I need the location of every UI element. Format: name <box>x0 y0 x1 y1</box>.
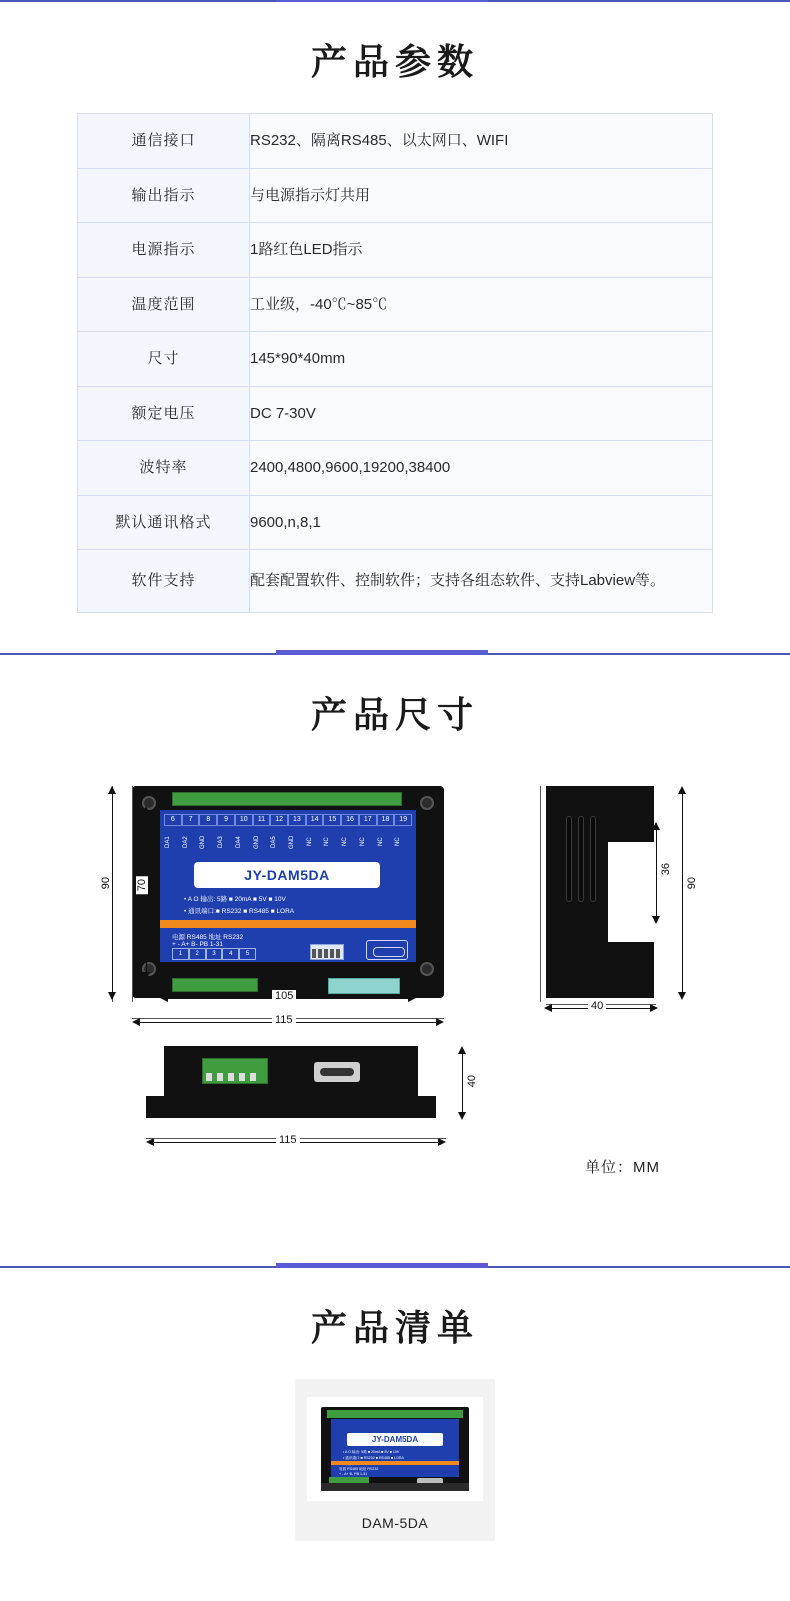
pin-label: GND <box>200 834 207 849</box>
table-row <box>78 168 713 223</box>
photo-connector-line2: + - A+ B- PB 1-31 <box>339 1472 368 1477</box>
screw-hole-icon <box>420 796 434 810</box>
photo-feature-line: • 通讯端口:■ RS232 ■ RS485 ■ LORA <box>343 1455 404 1460</box>
dimension-text: 105 <box>272 990 296 1002</box>
dimension-line-bottom-height <box>462 1050 463 1114</box>
arrow-icon <box>458 1112 466 1120</box>
spec-value: 145*90*40mm <box>250 332 713 387</box>
photo-terminal-top <box>327 1410 463 1418</box>
arrow-icon <box>438 1138 446 1146</box>
terminal-number: 1 <box>172 948 189 960</box>
pin-label: NC <box>306 837 313 846</box>
photo-connector-line: 电源 RS485 地址 RS232 <box>339 1466 379 1471</box>
photo-feature-line: • A O 输出: 5路 ■ 20mA ■ 5V ■ 10V <box>343 1449 400 1454</box>
terminal-number: 3 <box>206 948 223 960</box>
connector-label-line: 电源 RS485 地址 RS232 <box>172 933 244 941</box>
arrow-icon <box>652 822 660 830</box>
pin-label: DA4 <box>235 835 242 848</box>
divider-accent-bar <box>276 1263 488 1268</box>
ext-line <box>540 786 541 1002</box>
product-photo <box>307 1397 483 1501</box>
product-caption: DAM-5DA <box>361 1514 429 1531</box>
pin-number: 17 <box>359 814 377 826</box>
spec-table-wrapper <box>0 113 790 653</box>
pin-number: 13 <box>288 814 306 826</box>
vent-slot-icon <box>578 816 584 902</box>
spec-value: 工业级，-40℃~85℃ <box>250 277 713 332</box>
terminal-block-icon <box>202 1058 268 1084</box>
section-divider-top <box>0 653 790 655</box>
spec-value: 9600,n,8,1 <box>250 495 713 550</box>
terminal-block-top <box>172 792 402 806</box>
dimension-text: 90 <box>686 874 698 892</box>
pin-number: 10 <box>235 814 253 826</box>
arrow-icon <box>678 992 686 1000</box>
terminal-number: 4 <box>222 948 239 960</box>
table-row <box>78 277 713 332</box>
table-row <box>78 441 713 496</box>
arrow-icon <box>678 786 686 794</box>
pin-label: NC <box>342 837 349 846</box>
pin-label-row <box>164 827 412 857</box>
pcb-front-panel <box>160 810 416 962</box>
spec-key: 默认通讯格式 <box>78 495 250 550</box>
dimension-text: 90 <box>100 874 112 892</box>
pin-number: 19 <box>394 814 412 826</box>
dimension-line-side-height <box>682 790 683 994</box>
page-title-product-list: 产品清单 <box>310 1307 479 1349</box>
dimension-drawing-area <box>0 766 790 1266</box>
arrow-icon <box>146 1138 154 1146</box>
feature-line: • 通讯端口:■ RS232 ■ RS485 ■ LORA <box>184 907 295 915</box>
db9-connector-bottom <box>328 978 400 994</box>
photo-orange-bar <box>331 1461 459 1465</box>
spec-key: 通信接口 <box>78 114 250 169</box>
page-title-parameters: 产品参数 <box>310 42 479 83</box>
pin-number-row <box>164 814 412 826</box>
pin-number: 16 <box>341 814 359 826</box>
pin-number: 6 <box>164 814 182 826</box>
pin-label: NC <box>395 837 402 846</box>
arrow-icon <box>132 1018 140 1026</box>
pin-number: 12 <box>270 814 288 826</box>
dimension-text: 40 <box>588 1000 606 1012</box>
pin-label: NC <box>324 837 331 846</box>
spec-value: 1路红色LED指示 <box>250 223 713 278</box>
vent-slot-icon <box>566 816 572 902</box>
arrow-icon <box>650 1004 658 1012</box>
arrow-icon <box>142 806 150 814</box>
spec-value: 2400,4800,9600,19200,38400 <box>250 441 713 496</box>
connector-label-line2: + - A+ B- PB 1-31 <box>172 940 223 948</box>
arrow-icon <box>142 972 150 980</box>
terminal-number: 2 <box>189 948 206 960</box>
pin-number: 8 <box>199 814 217 826</box>
arrow-icon <box>544 1004 552 1012</box>
photo-base-cap <box>321 1483 469 1491</box>
spec-key: 尺寸 <box>78 332 250 387</box>
photo-device-body <box>321 1407 469 1491</box>
section-product-dimensions <box>0 653 790 1266</box>
pin-label: DA3 <box>218 835 225 848</box>
arrow-icon <box>108 992 116 1000</box>
section-product-list <box>0 1266 790 1581</box>
db9-port-icon <box>366 940 408 960</box>
photo-model-badge: JY-DAM5DA <box>347 1433 443 1446</box>
spec-table <box>77 113 713 613</box>
spec-value: 与电源指示灯共用 <box>250 168 713 223</box>
pin-label: NC <box>359 837 366 846</box>
spec-key: 波特率 <box>78 441 250 496</box>
spec-key: 输出指示 <box>78 168 250 223</box>
spec-key: 额定电压 <box>78 386 250 441</box>
dimension-text: 40 <box>466 1072 478 1090</box>
divider-accent-bar <box>276 650 488 655</box>
device-side-view <box>546 786 654 998</box>
page-title-dimensions: 产品尺寸 <box>310 694 479 736</box>
section-product-parameters <box>0 0 790 653</box>
device-bottom-view <box>146 1046 436 1118</box>
list-item <box>295 1379 495 1541</box>
spec-value: RS232、隔离RS485、以太网口、WIFI <box>250 114 713 169</box>
dimension-text: 36 <box>660 860 672 878</box>
dimension-line-side-inner <box>656 826 657 918</box>
unit-note: 单位：MM <box>585 1158 660 1176</box>
dimension-text: 70 <box>136 876 148 894</box>
pin-number: 18 <box>377 814 395 826</box>
spec-key: 软件支持 <box>78 550 250 613</box>
divider-accent-bar <box>276 0 488 2</box>
pin-number: 9 <box>217 814 235 826</box>
orange-accent-bar <box>160 920 416 928</box>
table-row <box>78 332 713 387</box>
feature-line: • A O 输出: 5路 ■ 20mA ■ 5V ■ 10V <box>184 895 286 903</box>
pin-label: NC <box>377 837 384 846</box>
vent-slot-icon <box>590 816 596 902</box>
photo-pcb <box>331 1419 459 1477</box>
pin-number: 7 <box>182 814 200 826</box>
terminal-number: 5 <box>239 948 256 960</box>
pin-label: DA5 <box>271 835 278 848</box>
arrow-icon <box>436 1018 444 1026</box>
pin-label: DA1 <box>165 835 171 848</box>
dimension-line-height-outer <box>112 790 113 994</box>
table-row <box>78 223 713 278</box>
table-row <box>78 114 713 169</box>
db9-port-icon <box>314 1062 360 1082</box>
section-divider-top <box>0 0 790 2</box>
ext-line <box>132 786 133 1002</box>
arrow-icon <box>408 994 416 1002</box>
pin-label: GND <box>289 834 296 849</box>
section-divider-top <box>0 1266 790 1268</box>
spec-key: 温度范围 <box>78 277 250 332</box>
device-front-view <box>132 786 444 998</box>
product-list-wrapper <box>0 1379 790 1581</box>
terminal-number-row <box>172 948 256 960</box>
screw-hole-icon <box>420 962 434 976</box>
arrow-icon <box>458 1046 466 1054</box>
spec-key: 电源指示 <box>78 223 250 278</box>
dimension-text: 115 <box>272 1014 296 1026</box>
arrow-icon <box>108 786 116 794</box>
table-row <box>78 495 713 550</box>
table-row <box>78 550 713 613</box>
model-name-badge: JY-DAM5DA <box>194 862 380 888</box>
pin-number: 11 <box>253 814 271 826</box>
dip-switch-icon <box>310 944 344 960</box>
pin-number: 14 <box>306 814 324 826</box>
bottom-flange <box>146 1096 436 1118</box>
arrow-icon <box>160 994 168 1002</box>
table-row <box>78 386 713 441</box>
pin-label: GND <box>253 834 260 849</box>
pin-label: DA2 <box>182 835 189 848</box>
dimension-text: 115 <box>276 1134 300 1146</box>
pin-number: 15 <box>323 814 341 826</box>
side-panel-cutout <box>608 842 654 942</box>
arrow-icon <box>652 916 660 924</box>
spec-value: DC 7-30V <box>250 386 713 441</box>
terminal-block-bottom <box>172 978 258 992</box>
spec-value: 配套配置软件、控制软件；支持各组态软件、支持Labview等。 <box>250 550 713 613</box>
